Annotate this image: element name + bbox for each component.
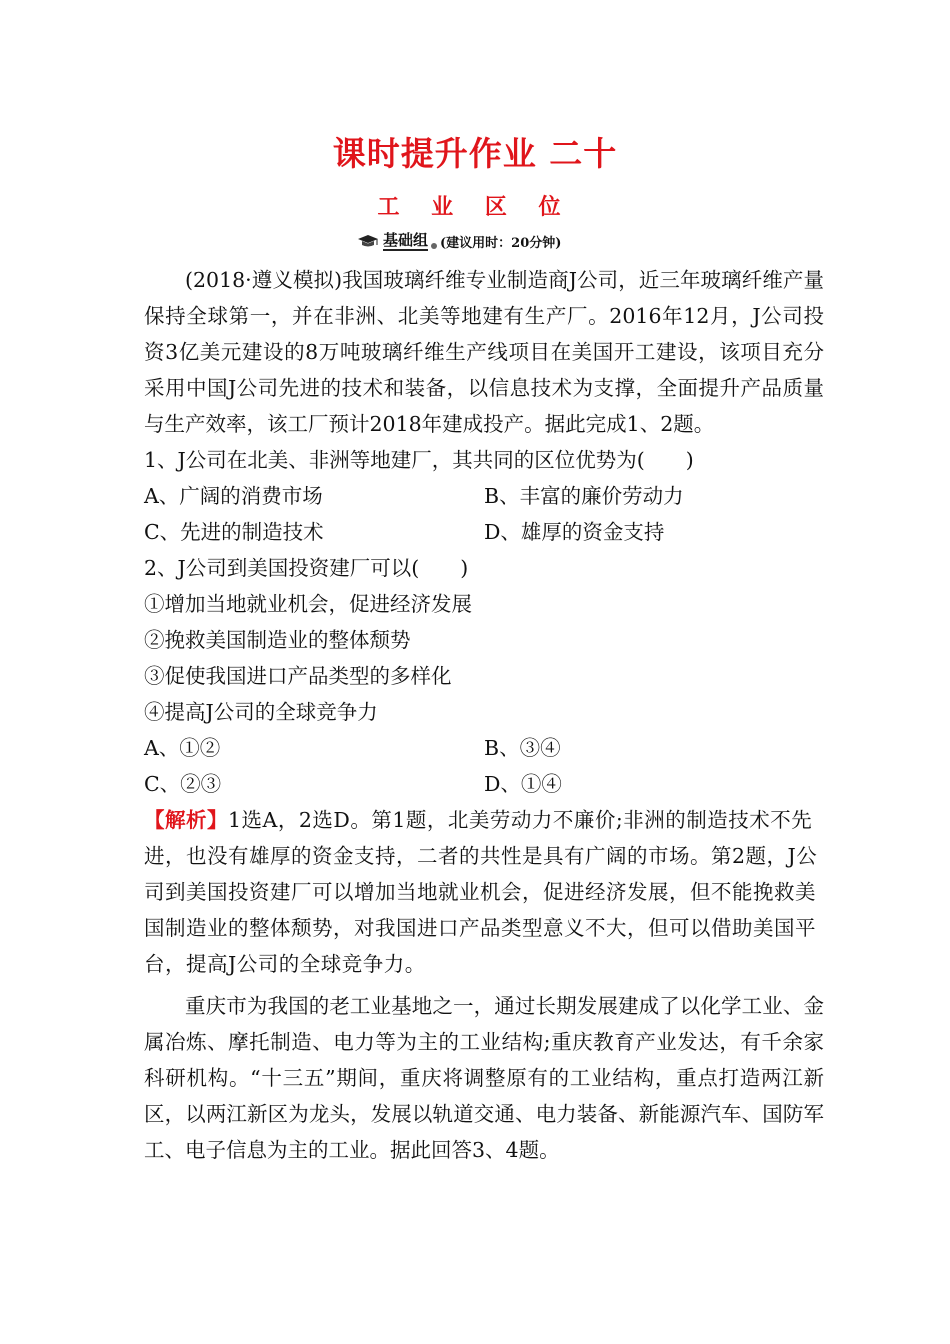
bullet-dot-icon bbox=[431, 243, 437, 249]
statement-item: ④提高J公司的全球竞争力 bbox=[144, 700, 378, 724]
statement-item: ③促使我国进口产品类型的多样化 bbox=[144, 664, 452, 688]
statement-item: ②挽救美国制造业的整体颓势 bbox=[144, 628, 411, 652]
question-2-options-row-2 bbox=[144, 766, 824, 802]
passage-2: 重庆市为我国的老工业基地之一，通过长期发展建成了以化学工业、金属冶炼、摩托制造、电力等为主的工业结构;重庆教育产业发达，有千余家科研机构。“十三五”期间，重庆将调整原有的工业结构，重点打造两江新区，以两江新区为龙头，发展以轨道交通、电力装备、新能源汽车、国防军工、电子信息为主的工业。据此回答3、4题。 bbox=[144, 994, 824, 1162]
graduation-cap-icon bbox=[357, 234, 379, 248]
option-a: A、广阔的消费市场 bbox=[144, 484, 323, 508]
option-c: C、先进的制造技术 bbox=[144, 520, 324, 544]
question-2-options-row-1 bbox=[144, 730, 824, 766]
analysis-block bbox=[144, 802, 824, 982]
group-badge bbox=[357, 230, 561, 252]
option-b: B、③④ bbox=[484, 736, 561, 760]
option-d: D、雄厚的资金支持 bbox=[484, 520, 665, 544]
question-1-options-row-2 bbox=[144, 514, 824, 550]
option-b: B、丰富的廉价劳动力 bbox=[484, 484, 684, 508]
question-1-stem: 1、J公司在北美、非洲等地建厂，其共同的区位优势为( ) bbox=[144, 448, 694, 472]
section-subtitle: 工 业 区 位 bbox=[377, 195, 573, 220]
content-body bbox=[144, 262, 824, 1168]
option-d: D、①④ bbox=[484, 772, 562, 796]
analysis-tag: 【解析】 bbox=[144, 808, 228, 832]
group-label: 基础组 bbox=[383, 231, 429, 249]
option-c: C、②③ bbox=[144, 772, 222, 796]
statement-item: ①增加当地就业机会，促进经济发展 bbox=[144, 592, 472, 616]
time-note: (建议用时：20分钟) bbox=[440, 235, 562, 251]
passage-1: (2018·遵义模拟)我国玻璃纤维专业制造商J公司，近三年玻璃纤维产量保持全球第一，并在非洲、北美等地建有生产厂。2016年12月，J公司投资3亿美元建设的8万吨玻璃纤维生产线项目在美国开工建设，该项目充分采用中国J公司先进的技术和装备，以信息技术为支撑，全面提升产品质量与生产效率，该工厂预计2018年建成投产。据此完成1、2题。 bbox=[144, 268, 824, 436]
question-1-options-row-1 bbox=[144, 478, 824, 514]
page-title: 课时提升作业 二十 bbox=[332, 134, 618, 173]
question-2-stem: 2、J公司到美国投资建厂可以( ) bbox=[144, 556, 469, 580]
analysis-text: 1选A，2选D。第1题，北美劳动力不廉价;非洲的制造技术不先进，也没有雄厚的资金支持，二者的共性是具有广阔的市场。第2题，J公司到美国投资建厂可以增加当地就业机会，促进经济发展，但不能挽救美国制造业的整体颓势，对我国进口产品类型意义不大，但可以借助美国平台，提高J公司的全球竞争力。 bbox=[144, 808, 818, 976]
option-a: A、①② bbox=[144, 736, 221, 760]
